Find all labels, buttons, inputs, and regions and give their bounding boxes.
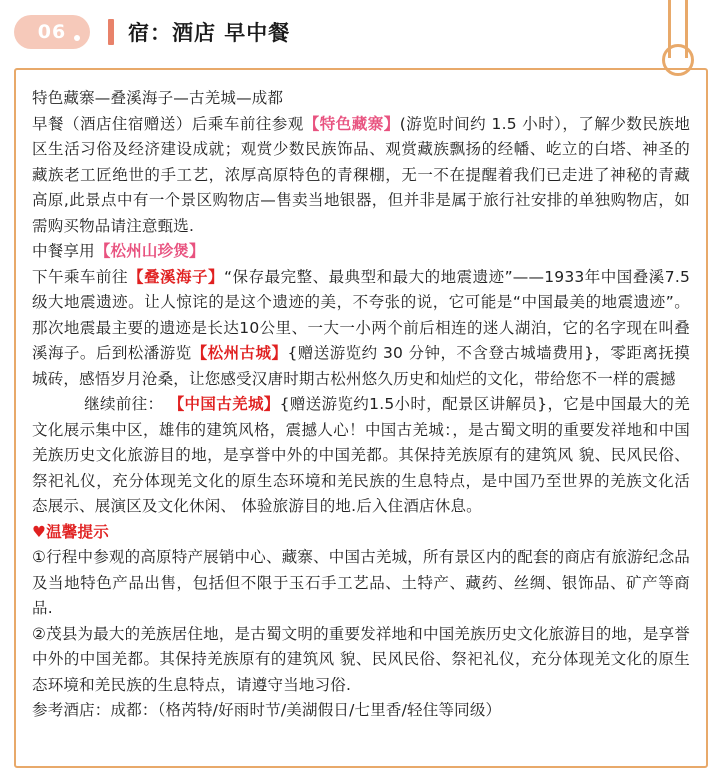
route-line bbox=[32, 86, 690, 112]
tips-item-2 bbox=[32, 622, 690, 699]
afternoon-paragraph bbox=[32, 265, 690, 393]
lunch-prefix: 中餐享用 bbox=[32, 242, 95, 260]
qiang-prefix: 继续前往： bbox=[84, 395, 164, 413]
hotel-reference-text: 参考酒店：成都：（格芮特/好雨时节/美湖假日/七里香/轻住等同级） bbox=[32, 701, 502, 719]
itinerary-content-box bbox=[14, 68, 708, 768]
highlight-lunch: 【松州山珍煲】 bbox=[94, 242, 205, 260]
highlight-qiang-city: 【中国古羌城】 bbox=[168, 395, 280, 413]
highlight-diexi-lake: 【叠溪海子】 bbox=[128, 267, 225, 286]
afternoon-text: “保存最完整、最典型和最大的地震遗迹”——1933年中国叠溪7.5级大地震遗迹。让人惊诧的是这个遗迹的美，不夸张的说，它可能是“中国最美的地震遗迹”。那次地震最主要的遗迹是长达10公里、一大一小两个前后相连的迷人湖泊，它的名字现在叫叠溪海子。后到松潘游览 bbox=[32, 267, 691, 362]
highlight-tibetan-village: 【特色藏寨】 bbox=[303, 114, 400, 133]
tips-item-2-text: ②茂县为最大的羌族居住地，是古蜀文明的重要发祥地和中国羌族历史文化旅游目的地，是享誉中外的中国羌都。其保持羌族原有的建筑风 貌、民风民俗、祭祀礼仪，充分体现羌文化的原生态环境和羌民族的生息特点，请遵守当地习俗. bbox=[32, 624, 690, 694]
day-badge-label: 06 bbox=[37, 21, 67, 43]
tips-heading-line bbox=[32, 520, 690, 546]
title-accent-bar bbox=[108, 19, 114, 45]
lunch-paragraph bbox=[32, 239, 690, 265]
tips-heading: 温馨提示 bbox=[46, 522, 109, 541]
hotel-reference-line bbox=[32, 698, 690, 724]
morning-paragraph bbox=[32, 112, 690, 240]
qiang-paragraph bbox=[32, 392, 690, 520]
qiang-text: {赠送游览约1.5小时，配景区讲解员}，它是中国最大的羌文化展示集中区，雄伟的建筑风格，震撼人心！中国古羌城：，是古蜀文明的重要发祥地和中国羌族历史文化旅游目的地，是享誉中外的中国羌都。其保持羌族原有的建筑风 貌、民风民俗、祭祀礼仪，充分体现羌文化的原生态环境和羌民族的生息特点，是中国乃至世界的羌族文化活态展示、展演区及文化休闲、 体验旅游目的地.后入住酒店休息。 bbox=[32, 395, 690, 515]
morning-text-1: 后乘车前往参观 bbox=[191, 114, 304, 133]
tips-item-1 bbox=[32, 545, 690, 622]
page-title: 宿：酒店 早中餐 bbox=[128, 21, 291, 45]
morning-text-2: (游览时间约 1.5 小时），了解少数民族地区生活习俗及经济建设成就；观赏少数民族饰品、观赏藏族飘扬的经幡、屹立的白塔、神圣的藏族老工匠绝世的手工艺，浓厚高原特色的青稞棚，无一不在提醒着我们已走进了神秘的青藏高原,此景点中有一个景区购物店—售卖当地银器，但并非是属于旅行社安排的单独购物店，如需购买物品请注意甄选. bbox=[32, 114, 691, 235]
heart-icon: ♥ bbox=[32, 522, 47, 541]
breakfast-label: 早餐（酒店住宿赠送） bbox=[32, 114, 192, 133]
page-header bbox=[0, 0, 722, 56]
songzhou-text: {赠送游览约 30 分钟，不含登古城墙费用}，零距离抚摸城砖，感悟岁月沧桑，让您感受汉唐时期古松州悠久历史和灿烂的文化，带给您不一样的震撼 bbox=[32, 344, 690, 388]
day-badge bbox=[14, 15, 90, 49]
highlight-songzhou-city: 【松州古城】 bbox=[191, 344, 288, 362]
tips-item-1-text: ①行程中参观的高原特产展销中心、藏寨、中国古羌城，所有景区内的配套的商店有旅游纪念品及当地特色产品出售，包括但不限于玉石手工艺品、土特产、藏药、丝绸、银饰品、矿产等商品. bbox=[32, 548, 690, 617]
header-title-wrap bbox=[108, 17, 722, 47]
route-text: 特色藏寨—叠溪海子—古羌城—成都 bbox=[32, 89, 284, 107]
afternoon-prefix: 下午乘车前往 bbox=[32, 267, 129, 286]
badge-dot-icon bbox=[74, 35, 80, 41]
